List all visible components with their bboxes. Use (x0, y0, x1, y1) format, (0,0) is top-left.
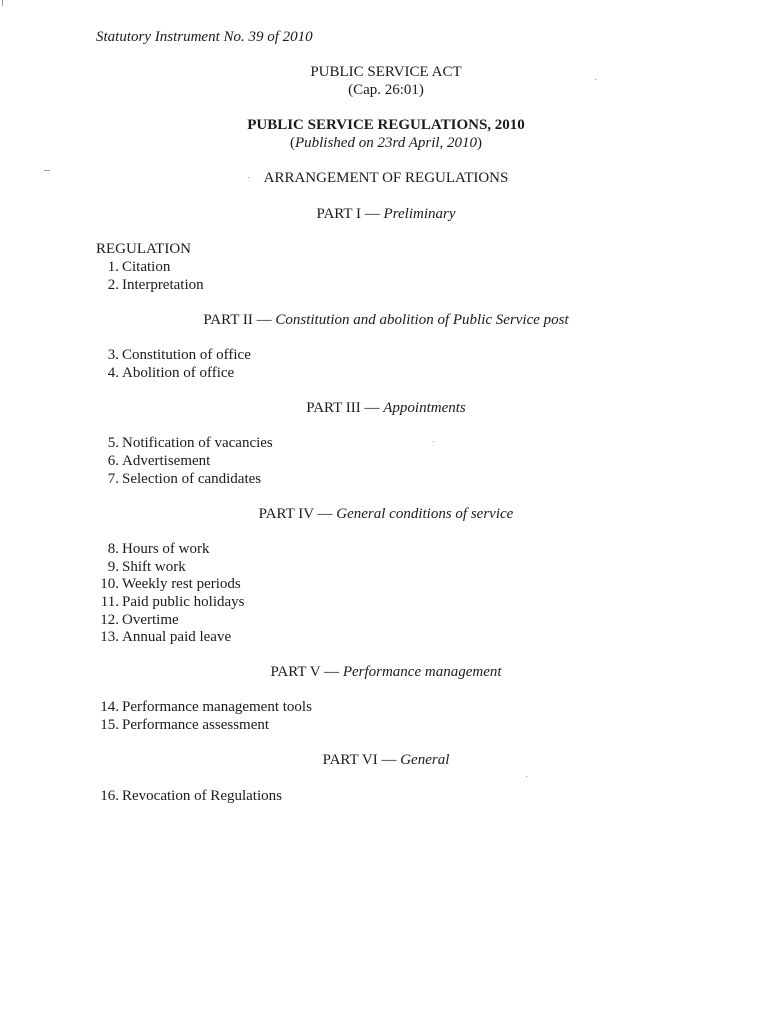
part-title: General (400, 752, 450, 768)
part-heading (0, 311, 768, 329)
item-text: Abolition of office (122, 365, 235, 381)
list-item (93, 575, 241, 593)
scan-speck (595, 79, 596, 80)
arrangement-heading: ARRANGEMENT OF REGULATIONS (263, 170, 509, 186)
item-number: 10. (100, 576, 119, 592)
scan-mark (2, 0, 3, 6)
part-heading (0, 399, 768, 417)
item-text: Citation (122, 259, 171, 275)
list-item (93, 540, 210, 558)
item-number: 8. (107, 541, 119, 557)
part-label: PART II — (203, 312, 276, 328)
item-number: 15. (100, 717, 119, 733)
part-heading (0, 663, 768, 681)
item-text: Constitution of office (122, 347, 251, 363)
act-title: PUBLIC SERVICE ACT (310, 64, 462, 80)
part-title: Constitution and abolition of Public Service post (275, 312, 569, 328)
item-number: 2. (107, 277, 119, 293)
statutory-instrument-number: Statutory Instrument No. 39 of 2010 (96, 29, 313, 45)
item-number: 6. (107, 453, 119, 469)
item-number: 11. (100, 594, 119, 610)
item-number: 13. (100, 629, 119, 645)
item-text: Performance management tools (122, 699, 312, 715)
list-item (93, 558, 186, 576)
part-heading (0, 505, 768, 523)
item-text: Performance assessment (122, 717, 270, 733)
item-number: 14. (100, 699, 119, 715)
item-text: Selection of candidates (122, 471, 262, 487)
part-label: PART VI — (322, 752, 401, 768)
list-item (93, 698, 312, 716)
published-open: ( (289, 135, 295, 151)
published-close: ) (477, 135, 483, 151)
item-text: Revocation of Regulations (122, 788, 282, 804)
list-item (93, 716, 269, 734)
regulations-title: PUBLIC SERVICE REGULATIONS, 2010 (247, 117, 525, 133)
item-text: Interpretation (122, 277, 204, 293)
item-number: 9. (107, 559, 119, 575)
item-text: Advertisement (122, 453, 211, 469)
scan-mark (44, 170, 50, 171)
list-item (93, 258, 170, 276)
item-text: Hours of work (122, 541, 210, 557)
part-label: PART V — (270, 664, 343, 680)
item-text: Paid public holidays (122, 594, 245, 610)
part-heading (0, 205, 768, 223)
part-label: PART IV — (258, 506, 337, 522)
list-item (93, 628, 231, 646)
item-number: 12. (100, 612, 119, 628)
part-label: PART III — (306, 400, 384, 416)
part-title: Performance management (342, 664, 502, 680)
list-item (93, 593, 245, 611)
scan-speck (526, 776, 527, 777)
item-text: Overtime (122, 612, 179, 628)
item-number: 5. (107, 435, 119, 451)
regulation-label: REGULATION (96, 241, 191, 257)
part-label: PART I — (316, 206, 384, 222)
item-text: Notification of vacancies (122, 435, 273, 451)
item-number: 7. (107, 471, 119, 487)
list-item (93, 346, 251, 364)
part-title: Appointments (383, 400, 466, 416)
item-text: Annual paid leave (122, 629, 232, 645)
published-date (0, 134, 768, 152)
item-number: 16. (100, 788, 119, 804)
part-heading (0, 751, 768, 769)
part-title: General conditions of service (336, 506, 514, 522)
list-item (93, 276, 204, 294)
part-title: Preliminary (383, 206, 456, 222)
list-item (93, 787, 282, 805)
item-text: Weekly rest periods (122, 576, 241, 592)
item-number: 1. (107, 259, 119, 275)
scan-speck (433, 441, 434, 442)
scan-speck (248, 177, 249, 178)
item-number: 3. (107, 347, 119, 363)
item-text: Shift work (122, 559, 186, 575)
list-item (93, 434, 273, 452)
act-cap: (Cap. 26:01) (348, 82, 424, 98)
list-item (93, 364, 234, 382)
list-item (93, 470, 261, 488)
published-text: Published on 23rd April, 2010 (294, 135, 478, 151)
list-item (93, 611, 179, 629)
item-number: 4. (107, 365, 119, 381)
list-item (93, 452, 210, 470)
